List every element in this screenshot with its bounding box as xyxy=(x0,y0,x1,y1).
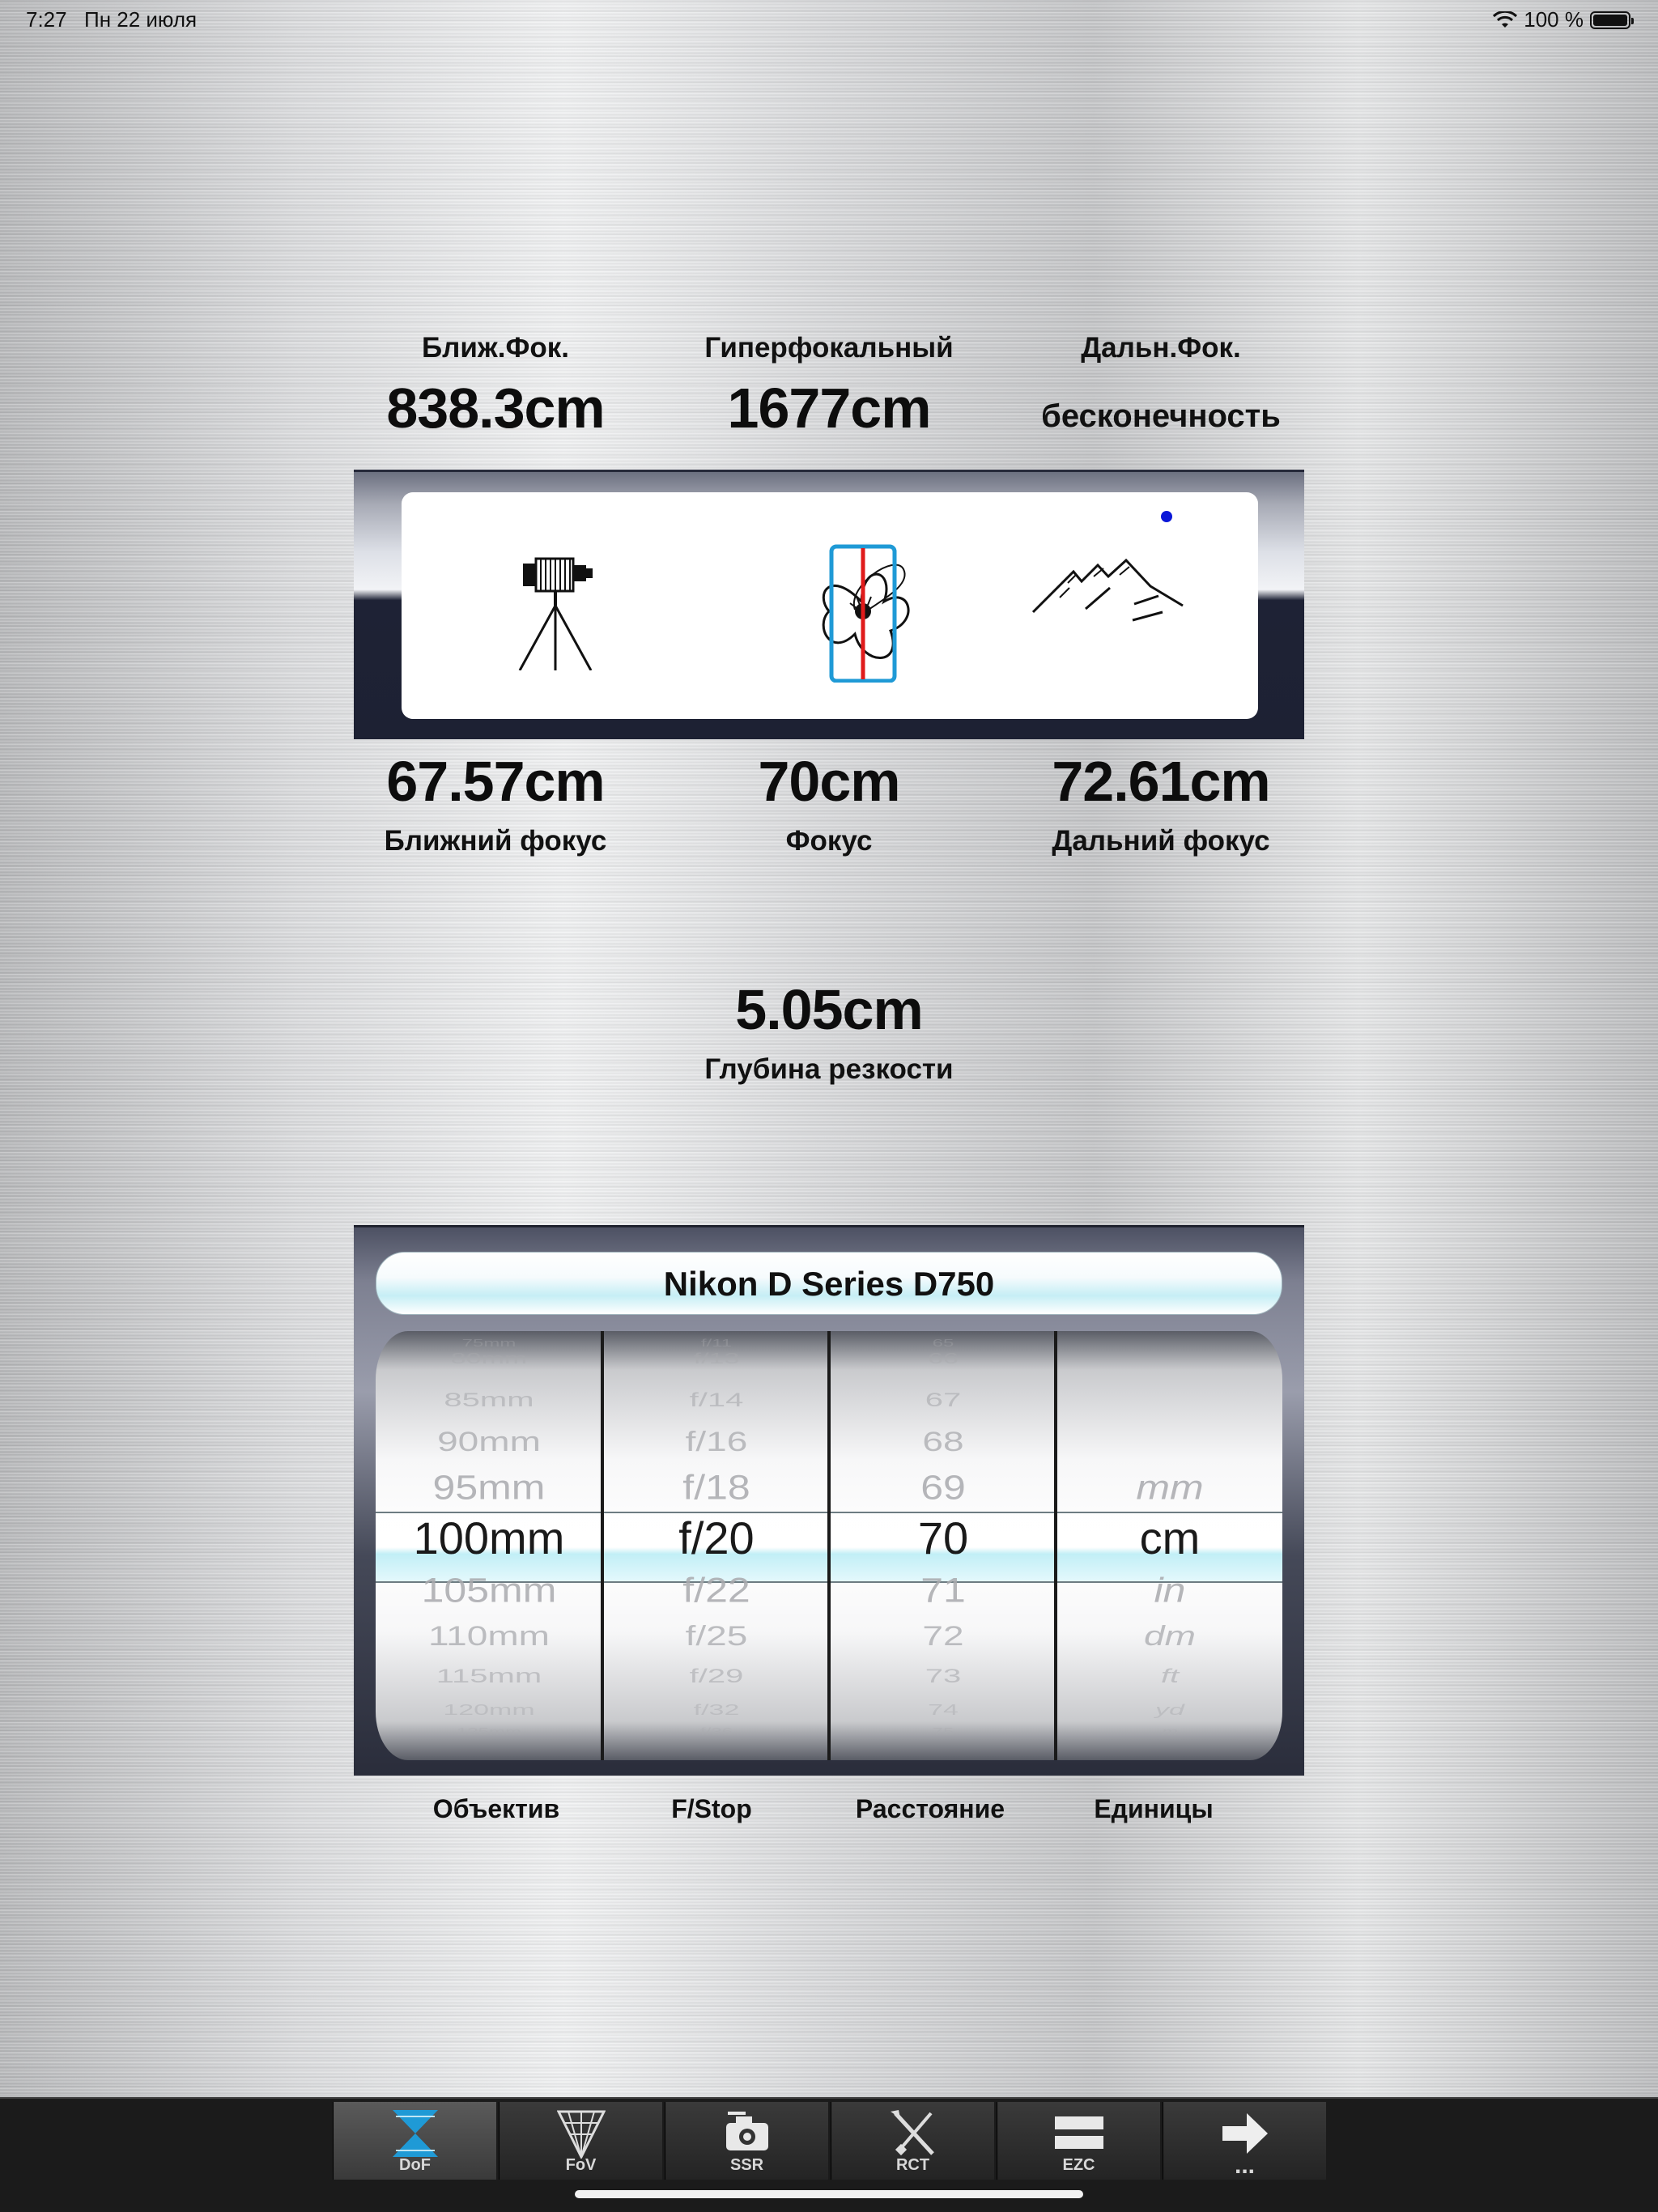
lens-wheel-item[interactable]: 120mm xyxy=(443,1701,535,1719)
status-bar xyxy=(0,0,1658,39)
units-wheel-item[interactable]: dm xyxy=(1144,1619,1196,1652)
camera-tripod-icon xyxy=(515,549,604,670)
distance-wheel-item[interactable]: 66 xyxy=(928,1350,959,1368)
lens-wheel-item[interactable]: 110mm xyxy=(428,1619,550,1652)
near-focus-label: Ближний фокус xyxy=(384,825,607,857)
lens-wheel-item[interactable]: 85mm xyxy=(444,1389,534,1411)
tab-more[interactable] xyxy=(1163,2102,1326,2180)
tab-ssr[interactable] xyxy=(665,2102,828,2180)
lens-wheel-item[interactable]: 95mm xyxy=(432,1468,546,1507)
tab-ssr-label: SSR xyxy=(729,2156,764,2174)
focus-scene xyxy=(402,492,1258,719)
mountains-icon xyxy=(1029,508,1207,630)
distance-wheel[interactable] xyxy=(831,1331,1056,1760)
depth-of-field-block xyxy=(659,977,999,1086)
distance-wheel-item[interactable]: 75 xyxy=(932,1725,954,1738)
far-hyperfocal-value: бесконечность xyxy=(1041,398,1281,434)
fstop-wheel-item[interactable]: f/11 xyxy=(700,1337,733,1350)
fstop-wheel-item[interactable]: f/16 xyxy=(685,1425,748,1457)
distance-wheel-item[interactable]: 68 xyxy=(922,1425,964,1457)
wifi-icon xyxy=(1493,11,1517,29)
camera-select-button[interactable]: Nikon D Series D750 xyxy=(376,1252,1282,1315)
far-focus-value: 72.61cm xyxy=(1052,750,1270,813)
distance-wheel-label: Расстояние xyxy=(855,1794,1005,1823)
battery-percent: 100 % xyxy=(1524,7,1584,32)
units-wheel-selected-item[interactable]: cm xyxy=(1139,1512,1201,1563)
units-wheel-label: Единицы xyxy=(1094,1794,1214,1823)
hyperfocal-block xyxy=(659,332,999,440)
units-wheel-item[interactable]: yd xyxy=(1155,1701,1184,1719)
equals-icon xyxy=(1055,2108,1103,2159)
far-hyperfocal-block xyxy=(991,332,1331,435)
lens-wheel-item[interactable]: 75mm xyxy=(461,1337,517,1350)
lens-wheel-item[interactable]: 115mm xyxy=(436,1665,542,1687)
fstop-wheel-item[interactable]: f/25 xyxy=(685,1619,748,1652)
distance-wheel-item[interactable]: 72 xyxy=(922,1619,964,1652)
fstop-wheel[interactable] xyxy=(604,1331,829,1760)
tab-rct-label: RCT xyxy=(895,2156,930,2174)
lens-wheel-label: Объектив xyxy=(432,1794,560,1823)
units-wheel-item[interactable]: m xyxy=(1162,1725,1178,1738)
tab-dof-label: DoF xyxy=(399,2156,431,2174)
depth-of-field-label: Глубина резкости xyxy=(704,1053,954,1085)
tab-fov[interactable] xyxy=(499,2102,662,2180)
focus-scene-panel xyxy=(354,470,1304,739)
field-of-view-icon xyxy=(557,2108,606,2159)
far-hyperfocal-label: Дальн.Фок. xyxy=(1081,332,1241,364)
distance-wheel-item[interactable]: 74 xyxy=(928,1701,959,1719)
focus-value: 70cm xyxy=(758,750,900,813)
fstop-wheel-item[interactable]: f/29 xyxy=(689,1665,744,1687)
focus-subject-icon xyxy=(806,537,920,683)
depth-of-field-value: 5.05cm xyxy=(735,978,923,1041)
near-hyperfocal-block xyxy=(325,332,665,440)
home-indicator xyxy=(575,2190,1083,2198)
focus-block xyxy=(659,749,999,857)
status-date: Пн 22 июля xyxy=(84,7,198,32)
battery-icon xyxy=(1590,11,1630,29)
hyperfocal-label: Гиперфокальный xyxy=(704,332,954,364)
settings-picker xyxy=(354,1225,1304,1776)
tab-ezc[interactable] xyxy=(997,2102,1160,2180)
tab-ezc-label: EZC xyxy=(1062,2156,1095,2174)
fstop-wheel-item[interactable]: f/36 xyxy=(699,1725,733,1738)
fstop-wheel-selected-item[interactable]: f/20 xyxy=(678,1512,755,1563)
fstop-wheel-label: F/Stop xyxy=(671,1794,752,1823)
fstop-wheel-item[interactable]: f/18 xyxy=(682,1468,750,1507)
distance-wheel-item[interactable]: 73 xyxy=(925,1665,962,1687)
tab-fov-label: FoV xyxy=(565,2156,597,2174)
near-hyperfocal-label: Ближ.Фок. xyxy=(422,332,569,364)
lens-wheel-item[interactable]: 105mm xyxy=(421,1571,557,1610)
distance-wheel-item[interactable]: 71 xyxy=(920,1571,966,1610)
hourglass-icon xyxy=(391,2108,440,2159)
lens-wheel[interactable] xyxy=(376,1331,602,1760)
near-hyperfocal-value: 838.3cm xyxy=(386,376,605,440)
tools-icon xyxy=(889,2108,937,2159)
tab-dof[interactable] xyxy=(333,2102,496,2180)
hyperfocal-value: 1677cm xyxy=(727,376,931,440)
distance-wheel-selected-item[interactable]: 70 xyxy=(917,1512,969,1563)
units-wheel-item[interactable]: ft xyxy=(1160,1665,1180,1687)
near-focus-value: 67.57cm xyxy=(386,750,605,813)
lens-wheel-item[interactable]: 90mm xyxy=(437,1425,541,1457)
distance-wheel-item[interactable]: 67 xyxy=(925,1389,962,1411)
fstop-wheel-item[interactable]: f/13 xyxy=(693,1350,740,1368)
units-wheel-item[interactable]: in xyxy=(1154,1571,1186,1610)
arrow-right-icon xyxy=(1221,2108,1269,2159)
tab-more-label: ... xyxy=(1234,2152,1255,2179)
wheel-labels xyxy=(354,1794,1304,1835)
lens-wheel-item[interactable]: 125mm xyxy=(456,1725,522,1738)
distance-wheel-item[interactable]: 65 xyxy=(932,1337,954,1350)
camera-icon xyxy=(723,2108,772,2159)
tab-rct[interactable] xyxy=(831,2102,994,2180)
status-right xyxy=(1493,7,1630,32)
lens-wheel-selected-item[interactable]: 100mm xyxy=(413,1512,565,1563)
status-time: 7:27 xyxy=(26,7,67,32)
far-focus-label: Дальний фокус xyxy=(1052,825,1270,857)
far-focus-block xyxy=(991,749,1331,857)
fstop-wheel-item[interactable]: f/22 xyxy=(682,1571,750,1610)
fstop-wheel-item[interactable]: f/32 xyxy=(693,1701,740,1719)
near-focus-block xyxy=(325,749,665,857)
distance-wheel-item[interactable]: 69 xyxy=(920,1468,966,1507)
focus-label: Фокус xyxy=(785,825,873,857)
fstop-wheel-item[interactable]: f/14 xyxy=(689,1389,744,1411)
units-wheel-item[interactable]: mm xyxy=(1136,1468,1204,1507)
picker-wheels xyxy=(376,1331,1282,1760)
lens-wheel-item[interactable]: 80mm xyxy=(450,1350,528,1368)
units-wheel[interactable] xyxy=(1057,1331,1282,1760)
